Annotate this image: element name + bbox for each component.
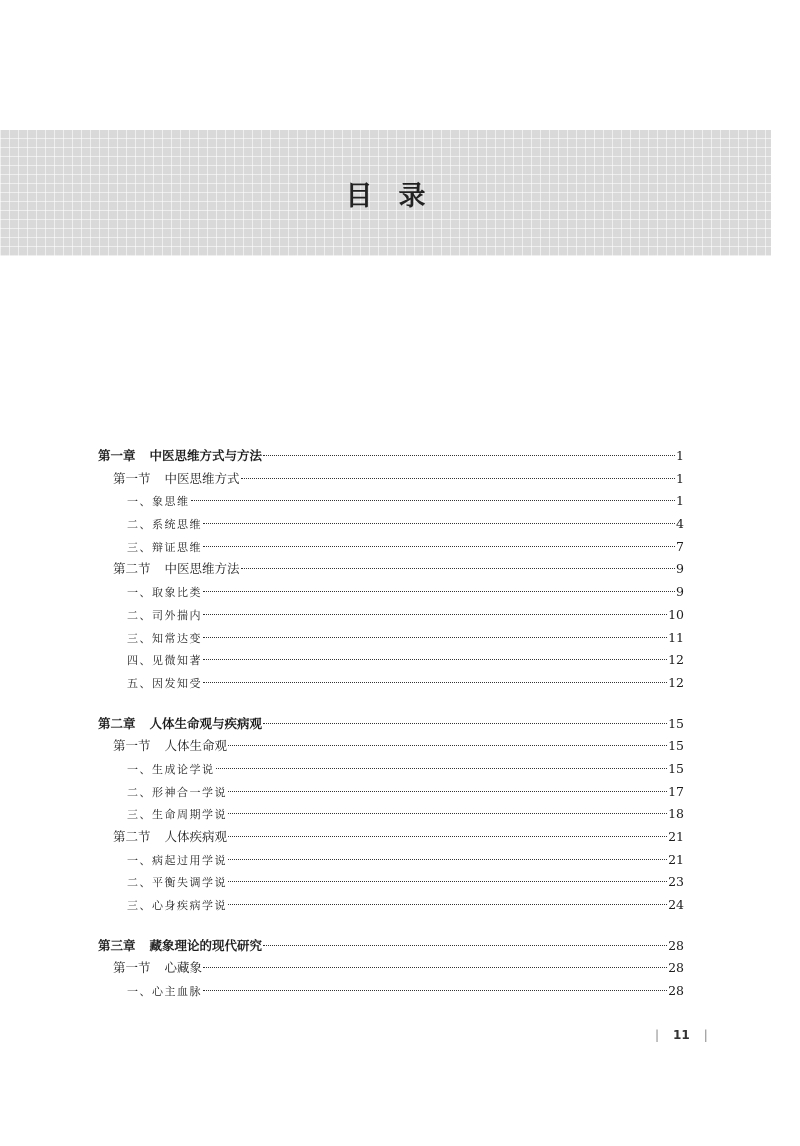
chapter-gap	[98, 917, 684, 935]
toc-entry-label	[127, 537, 202, 560]
toc-entry-label	[127, 673, 202, 696]
toc-page-number: 28	[668, 937, 684, 953]
dot-leader	[228, 826, 667, 837]
toc-entry-title: 二、系统思维	[127, 518, 202, 532]
toc-entry-title: 一、病起过用学说	[127, 853, 227, 867]
toc-entry-title: 人体生命观与疾病观	[149, 715, 263, 731]
toc-item-row[interactable]	[98, 781, 684, 804]
toc-entry-label	[127, 872, 227, 895]
toc-item-row[interactable]	[98, 604, 684, 627]
dot-leader	[228, 894, 667, 905]
dot-leader	[203, 957, 667, 968]
toc-page-number: 24	[668, 897, 684, 913]
toc-entry-label	[98, 445, 262, 468]
toc-entry-title: 一、生成论学说	[127, 762, 215, 776]
toc-page-number: 7	[676, 538, 684, 554]
toc-entry-title: 二、形神合一学说	[127, 785, 227, 799]
toc-section-row[interactable]	[98, 957, 684, 980]
folio-divider-right: |	[703, 1028, 708, 1042]
dot-leader	[216, 758, 668, 769]
toc-page-number: 15	[668, 760, 684, 776]
toc-chapter-row[interactable]	[98, 713, 684, 736]
toc-page-number: 28	[668, 960, 684, 976]
toc-item-row[interactable]	[98, 672, 684, 695]
toc-entry-label	[127, 804, 227, 827]
toc-entry-number: 第一节	[113, 738, 151, 754]
toc-item-row[interactable]	[98, 513, 684, 536]
toc-page-number: 1	[676, 448, 684, 463]
page-number-folio	[655, 1028, 708, 1042]
dot-leader	[228, 803, 667, 814]
toc-entry-label	[127, 514, 202, 537]
dot-leader	[228, 849, 667, 860]
toc-entry-label	[127, 605, 202, 628]
toc-entry-label	[127, 650, 202, 673]
toc-entry-number: 第一节	[113, 470, 151, 486]
toc-entry-title: 中医思维方式	[164, 470, 240, 486]
toc-entry-title: 二、平衡失调学说	[127, 876, 227, 890]
toc-item-row[interactable]	[98, 758, 684, 781]
dot-leader	[228, 871, 667, 882]
toc-entry-label	[98, 713, 262, 736]
toc-page-number: 15	[668, 715, 684, 731]
toc-entry-title: 五、因发知受	[127, 676, 202, 690]
toc-entry-title: 人体疾病观	[164, 829, 228, 844]
toc-entry-label	[127, 759, 215, 782]
toc-page-number: 9	[676, 584, 684, 600]
dot-leader	[203, 980, 667, 991]
dot-leader	[241, 558, 676, 569]
toc-item-row[interactable]	[98, 627, 684, 650]
toc-section-row[interactable]	[98, 558, 684, 581]
toc-entry-label	[113, 957, 202, 980]
chapter-gap	[98, 695, 684, 713]
toc-entry-title: 三、辩证思维	[127, 540, 202, 554]
toc-item-row[interactable]	[98, 980, 684, 1003]
toc-page-number: 12	[668, 652, 684, 668]
toc-entry-title: 四、见微知著	[127, 654, 202, 668]
toc-entry-title: 三、知常达变	[127, 631, 202, 645]
toc-entry-title: 三、心身疾病学说	[127, 899, 227, 913]
toc-page-number: 4	[676, 516, 684, 532]
dot-leader	[203, 604, 667, 615]
toc-entry-label	[113, 826, 227, 849]
toc-entry-label	[127, 582, 202, 605]
toc-entry-label	[127, 628, 202, 651]
toc-entry-title: 心藏象	[164, 960, 203, 976]
toc-entry-label	[127, 895, 227, 918]
toc-entry-title: 人体生命观	[164, 738, 228, 754]
toc-item-row[interactable]	[98, 536, 684, 559]
toc-entry-title: 一、心主血脉	[127, 985, 202, 999]
toc-entry-title: 中医思维方式与方法	[149, 448, 263, 463]
dot-leader	[203, 536, 675, 547]
toc-entry-title: 二、司外揣内	[127, 608, 202, 622]
toc-section-row[interactable]	[98, 735, 684, 758]
toc-page-number: 21	[668, 851, 684, 867]
toc-chapter-row[interactable]	[98, 935, 684, 958]
dot-leader	[263, 445, 675, 456]
toc-entry-label	[127, 981, 202, 1004]
toc-item-row[interactable]	[98, 649, 684, 672]
toc-page-number: 1	[676, 470, 684, 486]
toc-chapter-row[interactable]	[98, 445, 684, 468]
dot-leader	[241, 468, 676, 479]
toc-item-row[interactable]	[98, 871, 684, 894]
dot-leader	[203, 627, 667, 638]
toc-entry-title: 一、象思维	[127, 495, 190, 509]
toc-entry-label	[98, 935, 262, 958]
page-number: 11	[673, 1028, 690, 1042]
toc-entry-label	[113, 558, 240, 581]
dot-leader	[203, 581, 675, 592]
toc-page-number: 9	[676, 561, 684, 577]
toc-entry-label	[127, 782, 227, 805]
toc-entry-title: 藏象理论的现代研究	[149, 937, 263, 953]
toc-entry-title: 一、取象比类	[127, 586, 202, 600]
toc-entry-number: 第二章	[98, 715, 136, 731]
toc-section-row[interactable]	[98, 468, 684, 491]
toc-page-number: 15	[668, 738, 684, 754]
dot-leader	[228, 781, 667, 792]
toc-page-number: 28	[668, 983, 684, 999]
toc-entry-number: 第一章	[98, 448, 136, 463]
toc-item-row[interactable]	[98, 490, 684, 513]
toc-item-row[interactable]	[98, 894, 684, 917]
toc-entry-label	[113, 468, 240, 491]
toc-entry-number: 第二节	[113, 829, 151, 844]
dot-leader	[228, 735, 667, 746]
toc-item-row[interactable]	[98, 849, 684, 872]
toc-page-number: 18	[668, 806, 684, 822]
toc-page-number: 11	[668, 629, 684, 645]
toc-entry-label	[113, 735, 227, 758]
toc-page-number: 12	[668, 674, 684, 690]
toc-section-row[interactable]	[98, 826, 684, 849]
toc-entry-label	[127, 850, 227, 873]
toc-item-row[interactable]	[98, 803, 684, 826]
toc-item-row[interactable]	[98, 581, 684, 604]
toc-entry-number: 第二节	[113, 561, 151, 577]
dot-leader	[263, 935, 667, 946]
toc-entry-number: 第一节	[113, 960, 151, 976]
toc-page-number: 17	[668, 783, 684, 799]
dot-leader	[263, 713, 667, 724]
dot-leader	[203, 513, 675, 524]
toc-page-number: 23	[668, 874, 684, 890]
toc-entry-title: 三、生命周期学说	[127, 808, 227, 822]
dot-leader	[203, 649, 667, 660]
toc-entry-number: 第三章	[98, 937, 136, 953]
page-title: 目录	[345, 180, 452, 212]
toc-page-number: 21	[668, 829, 684, 844]
toc-page-number: 10	[668, 606, 684, 622]
toc-page-number: 1	[676, 493, 684, 509]
dot-leader	[191, 490, 676, 501]
toc-entry-label	[127, 491, 190, 514]
folio-divider-left: |	[655, 1028, 660, 1042]
toc-entry-title: 中医思维方法	[164, 561, 240, 577]
dot-leader	[203, 672, 667, 683]
table-of-contents	[98, 445, 684, 1003]
